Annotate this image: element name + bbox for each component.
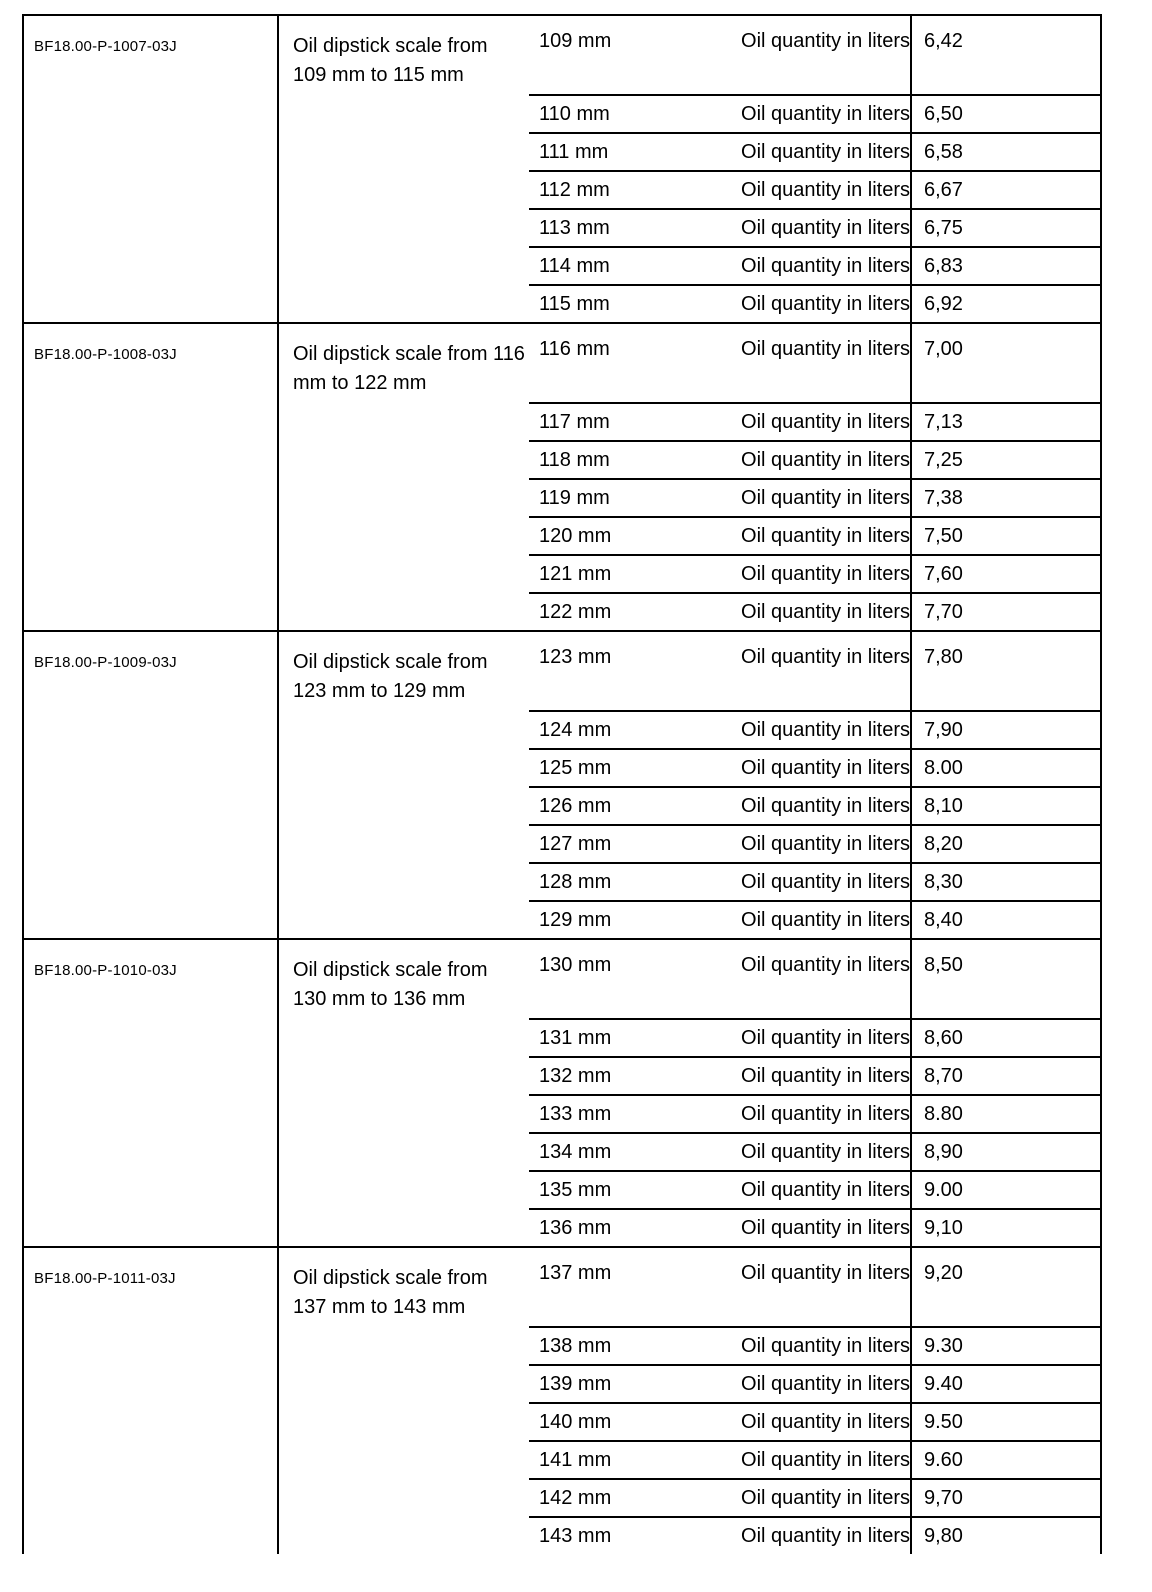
table-row [529,1170,1100,1208]
dipstick-mm: 134 mm [539,1141,612,1163]
measurement-rows [529,324,1100,630]
oil-quantity-label: Oil quantity in liters [741,833,910,855]
value-cell [910,1248,1100,1326]
oil-quantity-label: Oil quantity in liters [741,1065,910,1087]
oil-quantity-value: 9.40 [924,1373,963,1395]
oil-quantity-value: 9.00 [924,1179,963,1201]
dipstick-mm: 137 mm [539,1262,612,1284]
dipstick-mm: 128 mm [539,871,612,893]
oil-quantity-label: Oil quantity in liters [741,1335,910,1357]
dipstick-mm: 130 mm [539,954,612,976]
value-cell [910,902,1100,938]
oil-quantity-label: Oil quantity in liters [741,1262,910,1284]
table-row [529,1516,1100,1554]
oil-quantity-label: Oil quantity in liters [741,1525,910,1547]
value-cell [910,1020,1100,1056]
table-row [529,748,1100,786]
dipstick-group [22,322,1102,630]
value-cell [910,940,1100,1018]
oil-quantity-value: 7,70 [924,601,963,623]
oil-quantity-label: Oil quantity in liters [741,179,910,201]
oil-quantity-label: Oil quantity in liters [741,871,910,893]
oil-quantity-value: 8,50 [924,954,963,976]
table-row [529,1440,1100,1478]
measurement-rows [529,940,1100,1246]
table-row [529,16,1100,94]
oil-quantity-value: 8.00 [924,757,963,779]
table-row [529,710,1100,748]
dipstick-mm: 132 mm [539,1065,612,1087]
scale-description: Oil dipstick scale from 130 mm to 136 mm [293,959,488,1010]
oil-quantity-label: Oil quantity in liters [741,719,910,741]
oil-quantity-label: Oil quantity in liters [741,293,910,315]
dipstick-mm: 123 mm [539,646,612,668]
oil-quantity-value: 6,58 [924,141,963,163]
value-cell [910,788,1100,824]
value-cell [910,16,1100,94]
oil-quantity-value: 9,80 [924,1525,963,1547]
part-code: BF18.00-P-1008-03J [34,346,177,363]
oil-quantity-value: 9,20 [924,1262,963,1284]
oil-quantity-value: 7,80 [924,646,963,668]
dipstick-group [22,1246,1102,1554]
table-row [529,554,1100,592]
table-row [529,208,1100,246]
dipstick-mm: 127 mm [539,833,612,855]
value-cell [910,556,1100,592]
dipstick-mm: 129 mm [539,909,612,931]
oil-quantity-label: Oil quantity in liters [741,1103,910,1125]
measurement-rows [529,16,1100,322]
dipstick-mm: 116 mm [539,338,610,360]
dipstick-mm: 112 mm [539,179,610,201]
part-code: BF18.00-P-1010-03J [34,962,177,979]
table-row [529,862,1100,900]
oil-quantity-label: Oil quantity in liters [741,1373,910,1395]
oil-quantity-value: 8,40 [924,909,963,931]
oil-quantity-value: 8,60 [924,1027,963,1049]
value-cell [910,404,1100,440]
oil-quantity-value: 7,38 [924,487,963,509]
oil-quantity-value: 6,42 [924,30,963,52]
value-cell [910,480,1100,516]
oil-quantity-label: Oil quantity in liters [741,103,910,125]
oil-quantity-label: Oil quantity in liters [741,30,910,52]
measurement-rows [529,632,1100,938]
dipstick-group [22,938,1102,1246]
dipstick-mm: 118 mm [539,449,610,471]
oil-quantity-label: Oil quantity in liters [741,411,910,433]
oil-quantity-label: Oil quantity in liters [741,1411,910,1433]
value-cell [910,442,1100,478]
oil-quantity-value: 6,83 [924,255,963,277]
oil-quantity-label: Oil quantity in liters [741,1179,910,1201]
oil-quantity-value: 8.80 [924,1103,963,1125]
oil-quantity-label: Oil quantity in liters [741,601,910,623]
dipstick-mm: 113 mm [539,217,610,239]
dipstick-mm: 120 mm [539,525,612,547]
dipstick-mm: 119 mm [539,487,610,509]
oil-quantity-value: 8,70 [924,1065,963,1087]
oil-quantity-value: 9.50 [924,1411,963,1433]
scale-description: Oil dipstick scale from 109 mm to 115 mm [293,35,488,86]
value-cell [910,1480,1100,1516]
oil-quantity-label: Oil quantity in liters [741,646,910,668]
table-row [529,940,1100,1018]
oil-quantity-value: 9.60 [924,1449,963,1471]
oil-quantity-label: Oil quantity in liters [741,1141,910,1163]
dipstick-mm: 115 mm [539,293,610,315]
oil-quantity-label: Oil quantity in liters [741,909,910,931]
oil-quantity-label: Oil quantity in liters [741,141,910,163]
dipstick-mm: 126 mm [539,795,612,817]
dipstick-mm: 111 mm [539,141,609,163]
value-cell [910,1210,1100,1246]
value-cell [910,518,1100,554]
value-cell [910,1096,1100,1132]
oil-quantity-value: 7,13 [924,411,963,433]
dipstick-mm: 122 mm [539,601,612,623]
oil-quantity-value: 6,50 [924,103,963,125]
oil-quantity-label: Oil quantity in liters [741,449,910,471]
dipstick-mm: 140 mm [539,1411,612,1433]
oil-quantity-value: 6,92 [924,293,963,315]
oil-quantity-value: 8,10 [924,795,963,817]
value-cell [910,324,1100,402]
description-cell [277,324,529,630]
oil-quantity-value: 7,00 [924,338,963,360]
part-code: BF18.00-P-1009-03J [34,654,177,671]
dipstick-mm: 133 mm [539,1103,612,1125]
value-cell [910,1366,1100,1402]
value-cell [910,286,1100,322]
oil-quantity-value: 7,25 [924,449,963,471]
dipstick-mm: 136 mm [539,1217,612,1239]
oil-dipstick-table [22,14,1102,1554]
table-row [529,592,1100,630]
dipstick-mm: 131 mm [539,1027,612,1049]
value-cell [910,1442,1100,1478]
oil-quantity-value: 8,20 [924,833,963,855]
description-cell [277,16,529,322]
dipstick-mm: 117 mm [539,411,610,433]
dipstick-mm: 124 mm [539,719,612,741]
table-row [529,1402,1100,1440]
dipstick-group [22,14,1102,322]
oil-quantity-label: Oil quantity in liters [741,1217,910,1239]
oil-quantity-label: Oil quantity in liters [741,954,910,976]
oil-quantity-value: 9,70 [924,1487,963,1509]
oil-quantity-label: Oil quantity in liters [741,525,910,547]
value-cell [910,1404,1100,1440]
oil-quantity-value: 8,30 [924,871,963,893]
table-row [529,284,1100,322]
scale-description: Oil dipstick scale from 116 mm to 122 mm [293,343,525,394]
oil-quantity-label: Oil quantity in liters [741,795,910,817]
table-row [529,900,1100,938]
table-row [529,1208,1100,1246]
value-cell [910,1518,1100,1554]
table-row [529,170,1100,208]
oil-quantity-label: Oil quantity in liters [741,487,910,509]
dipstick-mm: 135 mm [539,1179,612,1201]
table-row [529,478,1100,516]
oil-quantity-label: Oil quantity in liters [741,563,910,585]
table-row [529,440,1100,478]
table-row [529,1326,1100,1364]
table-row [529,1248,1100,1326]
table-row [529,824,1100,862]
dipstick-mm: 142 mm [539,1487,612,1509]
value-cell [910,826,1100,862]
table-row [529,1132,1100,1170]
scale-description: Oil dipstick scale from 123 mm to 129 mm [293,651,488,702]
value-cell [910,248,1100,284]
dipstick-mm: 141 mm [539,1449,612,1471]
table-row [529,1094,1100,1132]
value-cell [910,750,1100,786]
description-cell [277,1248,529,1554]
table-row [529,786,1100,824]
oil-quantity-value: 9.30 [924,1335,963,1357]
oil-quantity-value: 9,10 [924,1217,963,1239]
dipstick-mm: 114 mm [539,255,610,277]
value-cell [910,1328,1100,1364]
value-cell [910,594,1100,630]
value-cell [910,172,1100,208]
oil-quantity-label: Oil quantity in liters [741,217,910,239]
dipstick-mm: 121 mm [539,563,612,585]
value-cell [910,712,1100,748]
table-row [529,132,1100,170]
oil-quantity-label: Oil quantity in liters [741,338,910,360]
part-code: BF18.00-P-1007-03J [34,38,177,55]
dipstick-mm: 138 mm [539,1335,612,1357]
table-row [529,324,1100,402]
oil-quantity-label: Oil quantity in liters [741,255,910,277]
value-cell [910,210,1100,246]
oil-quantity-value: 6,67 [924,179,963,201]
description-cell [277,940,529,1246]
dipstick-mm: 143 mm [539,1525,612,1547]
value-cell [910,1172,1100,1208]
description-cell [277,632,529,938]
dipstick-mm: 125 mm [539,757,612,779]
part-code: BF18.00-P-1011-03J [34,1270,176,1287]
table-row [529,402,1100,440]
scale-description: Oil dipstick scale from 137 mm to 143 mm [293,1267,488,1318]
oil-quantity-value: 7,90 [924,719,963,741]
table-row [529,1018,1100,1056]
table-row [529,1056,1100,1094]
oil-quantity-value: 6,75 [924,217,963,239]
table-row [529,1478,1100,1516]
measurement-rows [529,1248,1100,1554]
oil-quantity-label: Oil quantity in liters [741,1027,910,1049]
oil-quantity-label: Oil quantity in liters [741,1487,910,1509]
dipstick-group [22,630,1102,938]
value-cell [910,632,1100,710]
oil-quantity-value: 8,90 [924,1141,963,1163]
oil-quantity-label: Oil quantity in liters [741,757,910,779]
value-cell [910,96,1100,132]
oil-quantity-value: 7,50 [924,525,963,547]
oil-quantity-label: Oil quantity in liters [741,1449,910,1471]
table-row [529,516,1100,554]
oil-quantity-value: 7,60 [924,563,963,585]
table-row [529,94,1100,132]
table-row [529,1364,1100,1402]
table-row [529,246,1100,284]
value-cell [910,1058,1100,1094]
value-cell [910,864,1100,900]
value-cell [910,1134,1100,1170]
value-cell [910,134,1100,170]
dipstick-mm: 139 mm [539,1373,612,1395]
dipstick-mm: 110 mm [539,103,610,125]
table-row [529,632,1100,710]
dipstick-mm: 109 mm [539,30,612,52]
